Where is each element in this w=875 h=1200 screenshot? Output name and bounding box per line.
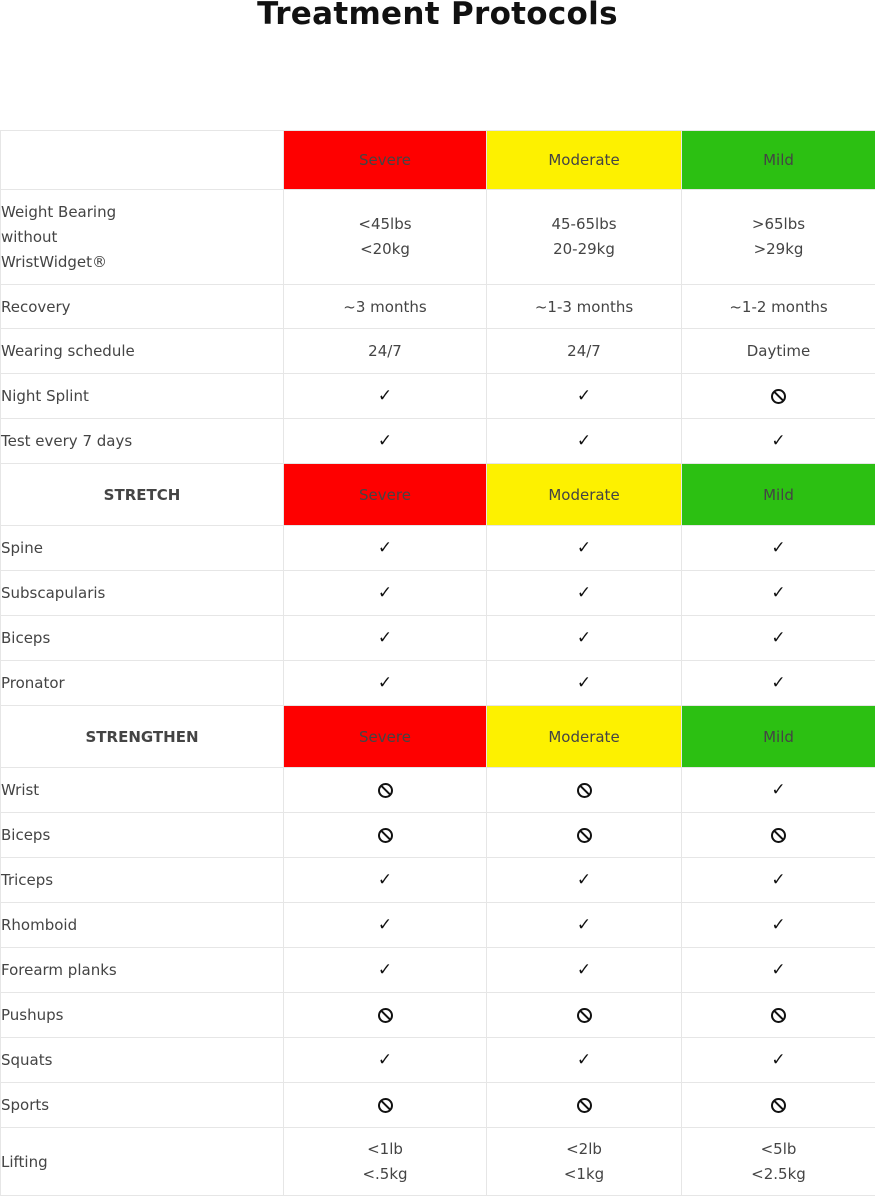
check-icon: ✓ <box>576 628 592 648</box>
mild-header: Mild <box>682 131 875 190</box>
moderate-cell <box>487 571 682 616</box>
page-title: Treatment Protocols <box>257 0 618 32</box>
row-label: Biceps <box>1 813 284 858</box>
check-icon: ✓ <box>576 915 592 935</box>
mild-cell <box>682 616 875 661</box>
prohibited-icon <box>771 1008 786 1023</box>
table-row <box>1 768 875 813</box>
mild-header: Mild <box>682 464 875 526</box>
row-label: Subscapularis <box>1 571 284 616</box>
moderate-cell <box>487 526 682 571</box>
moderate-cell: ~1-3 months <box>487 285 682 329</box>
table-row <box>1 1038 875 1083</box>
mild-cell <box>682 1083 875 1128</box>
row-label: Forearm planks <box>1 948 284 993</box>
severe-cell <box>284 661 487 706</box>
row-label: Squats <box>1 1038 284 1083</box>
row-label: Night Splint <box>1 374 284 419</box>
table-row <box>1 948 875 993</box>
moderate-header: Moderate <box>487 464 682 526</box>
moderate-cell <box>487 993 682 1038</box>
mild-cell <box>682 419 875 464</box>
table-row <box>1 190 875 285</box>
prohibited-icon <box>577 1098 592 1113</box>
moderate-cell <box>487 661 682 706</box>
stretch-section-title: STRETCH <box>1 464 284 526</box>
row-label: Test every 7 days <box>1 419 284 464</box>
severe-cell <box>284 374 487 419</box>
prohibited-icon <box>771 1098 786 1113</box>
header-blank-cell <box>1 131 284 190</box>
table-row <box>1 661 875 706</box>
table-row <box>1 813 875 858</box>
mild-cell <box>682 993 875 1038</box>
moderate-cell <box>487 419 682 464</box>
check-icon: ✓ <box>771 780 786 800</box>
table-row <box>1 374 875 419</box>
severe-cell: ~3 months <box>284 285 487 329</box>
check-icon: ✓ <box>377 915 393 935</box>
check-icon: ✓ <box>771 583 786 603</box>
check-icon: ✓ <box>771 1050 786 1070</box>
severe-cell <box>284 419 487 464</box>
moderate-cell: 45-65lbs 20-29kg <box>487 190 682 285</box>
row-label: Recovery <box>1 285 284 329</box>
row-label: Weight Bearing without WristWidget® <box>1 190 284 285</box>
mild-cell: <5lb <2.5kg <box>682 1128 875 1196</box>
moderate-cell <box>487 1083 682 1128</box>
stretch-header-row <box>1 464 875 526</box>
check-icon: ✓ <box>576 431 592 451</box>
row-label: Rhomboid <box>1 903 284 948</box>
mild-cell: Daytime <box>682 329 875 374</box>
prohibited-icon <box>577 1008 592 1023</box>
prohibited-icon <box>577 783 592 798</box>
moderate-cell <box>487 768 682 813</box>
table-row <box>1 526 875 571</box>
strengthen-header-row <box>1 706 875 768</box>
mild-cell <box>682 374 875 419</box>
severe-cell: <45lbs <20kg <box>284 190 487 285</box>
check-icon: ✓ <box>771 431 786 451</box>
check-icon: ✓ <box>377 386 393 406</box>
mild-cell <box>682 1038 875 1083</box>
severe-cell <box>284 1038 487 1083</box>
check-icon: ✓ <box>576 870 592 890</box>
check-icon: ✓ <box>377 673 393 693</box>
severe-header: Severe <box>284 131 487 190</box>
severe-cell <box>284 903 487 948</box>
check-icon: ✓ <box>377 583 393 603</box>
mild-cell <box>682 768 875 813</box>
prohibited-icon <box>378 1098 393 1113</box>
check-icon: ✓ <box>576 386 592 406</box>
table-row <box>1 419 875 464</box>
row-label: Lifting <box>1 1128 284 1196</box>
moderate-header: Moderate <box>487 131 682 190</box>
check-icon: ✓ <box>576 538 592 558</box>
check-icon: ✓ <box>576 960 592 980</box>
mild-cell <box>682 571 875 616</box>
severe-cell: 24/7 <box>284 329 487 374</box>
severe-header: Severe <box>284 464 487 526</box>
check-icon: ✓ <box>771 915 786 935</box>
moderate-cell <box>487 616 682 661</box>
table-row <box>1 1128 875 1196</box>
table-row <box>1 571 875 616</box>
mild-cell <box>682 948 875 993</box>
moderate-cell <box>487 813 682 858</box>
moderate-cell <box>487 903 682 948</box>
mild-header: Mild <box>682 706 875 768</box>
row-label: Triceps <box>1 858 284 903</box>
mild-cell: >65lbs >29kg <box>682 190 875 285</box>
moderate-cell <box>487 948 682 993</box>
table-row <box>1 329 875 374</box>
row-label: Pushups <box>1 993 284 1038</box>
prohibited-icon <box>378 783 393 798</box>
check-icon: ✓ <box>377 1050 393 1070</box>
severe-cell <box>284 858 487 903</box>
prohibited-icon <box>378 828 393 843</box>
severe-cell <box>284 948 487 993</box>
row-label: Biceps <box>1 616 284 661</box>
mild-cell <box>682 661 875 706</box>
prohibited-icon <box>378 1008 393 1023</box>
severe-cell: <1lb <.5kg <box>284 1128 487 1196</box>
treatment-table <box>0 130 875 1196</box>
mild-cell <box>682 903 875 948</box>
check-icon: ✓ <box>771 628 786 648</box>
row-label: Spine <box>1 526 284 571</box>
row-label: Wrist <box>1 768 284 813</box>
check-icon: ✓ <box>771 870 786 890</box>
strengthen-section-title: STRENGTHEN <box>1 706 284 768</box>
table-row <box>1 285 875 329</box>
mild-cell: ~1-2 months <box>682 285 875 329</box>
moderate-cell <box>487 858 682 903</box>
row-label: Sports <box>1 1083 284 1128</box>
prohibited-icon <box>771 828 786 843</box>
prohibited-icon <box>577 828 592 843</box>
severe-cell <box>284 526 487 571</box>
mild-cell <box>682 526 875 571</box>
severe-header: Severe <box>284 706 487 768</box>
severe-cell <box>284 571 487 616</box>
moderate-cell <box>487 374 682 419</box>
moderate-header: Moderate <box>487 706 682 768</box>
severe-cell <box>284 813 487 858</box>
severe-cell <box>284 616 487 661</box>
moderate-cell: 24/7 <box>487 329 682 374</box>
mild-cell <box>682 813 875 858</box>
table-row <box>1 616 875 661</box>
check-icon: ✓ <box>771 538 786 558</box>
row-label: Pronator <box>1 661 284 706</box>
check-icon: ✓ <box>576 583 592 603</box>
check-icon: ✓ <box>377 870 393 890</box>
table-row <box>1 858 875 903</box>
table-row <box>1 903 875 948</box>
check-icon: ✓ <box>377 628 393 648</box>
moderate-cell <box>487 1038 682 1083</box>
check-icon: ✓ <box>377 538 393 558</box>
check-icon: ✓ <box>377 431 393 451</box>
severe-cell <box>284 993 487 1038</box>
row-label: Wearing schedule <box>1 329 284 374</box>
severe-cell <box>284 768 487 813</box>
check-icon: ✓ <box>576 1050 592 1070</box>
check-icon: ✓ <box>771 673 786 693</box>
severe-cell <box>284 1083 487 1128</box>
check-icon: ✓ <box>576 673 592 693</box>
check-icon: ✓ <box>771 960 786 980</box>
severity-header-row <box>1 131 875 190</box>
table-row <box>1 1083 875 1128</box>
check-icon: ✓ <box>377 960 393 980</box>
moderate-cell: <2lb <1kg <box>487 1128 682 1196</box>
prohibited-icon <box>771 389 786 404</box>
table-row <box>1 993 875 1038</box>
mild-cell <box>682 858 875 903</box>
